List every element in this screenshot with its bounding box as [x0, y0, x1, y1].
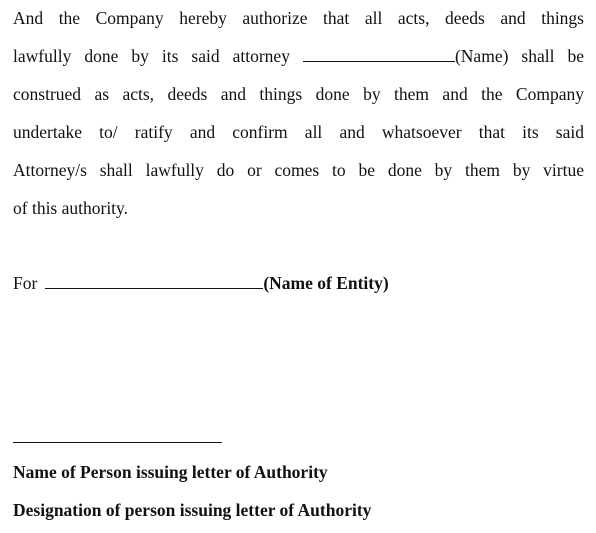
- paragraph-line-2: [13, 42, 584, 80]
- entity-name-blank: [45, 274, 263, 289]
- for-entity-line: [13, 270, 389, 296]
- entity-placeholder: (Name of Entity): [263, 273, 389, 293]
- issuer-name-label: Name of Person issuing letter of Authority: [13, 462, 328, 482]
- paragraph-line-6: of this authority.: [13, 198, 129, 218]
- paragraph-line-5: Attorney/s shall lawfully do or comes to be done by them by virtue: [13, 160, 584, 180]
- signature-line: [13, 442, 222, 443]
- authorization-paragraph: [13, 4, 584, 232]
- paragraph-line-3: construed as acts, deeds and things done by them and the Company: [13, 84, 584, 104]
- issuer-designation-label: Designation of person issuing letter of Authority: [13, 500, 372, 520]
- paragraph-line-1: And the Company hereby authorize that all acts, deeds and things: [13, 8, 584, 28]
- paragraph-line-2-text: lawfully done by its said attorney: [13, 46, 290, 66]
- paragraph-line-2-suffix: (Name) shall be: [454, 46, 584, 66]
- for-label: For: [13, 273, 38, 293]
- paragraph-line-4: undertake to/ ratify and confirm all and whatsoever that its said: [13, 122, 584, 142]
- attorney-name-blank: [303, 47, 455, 62]
